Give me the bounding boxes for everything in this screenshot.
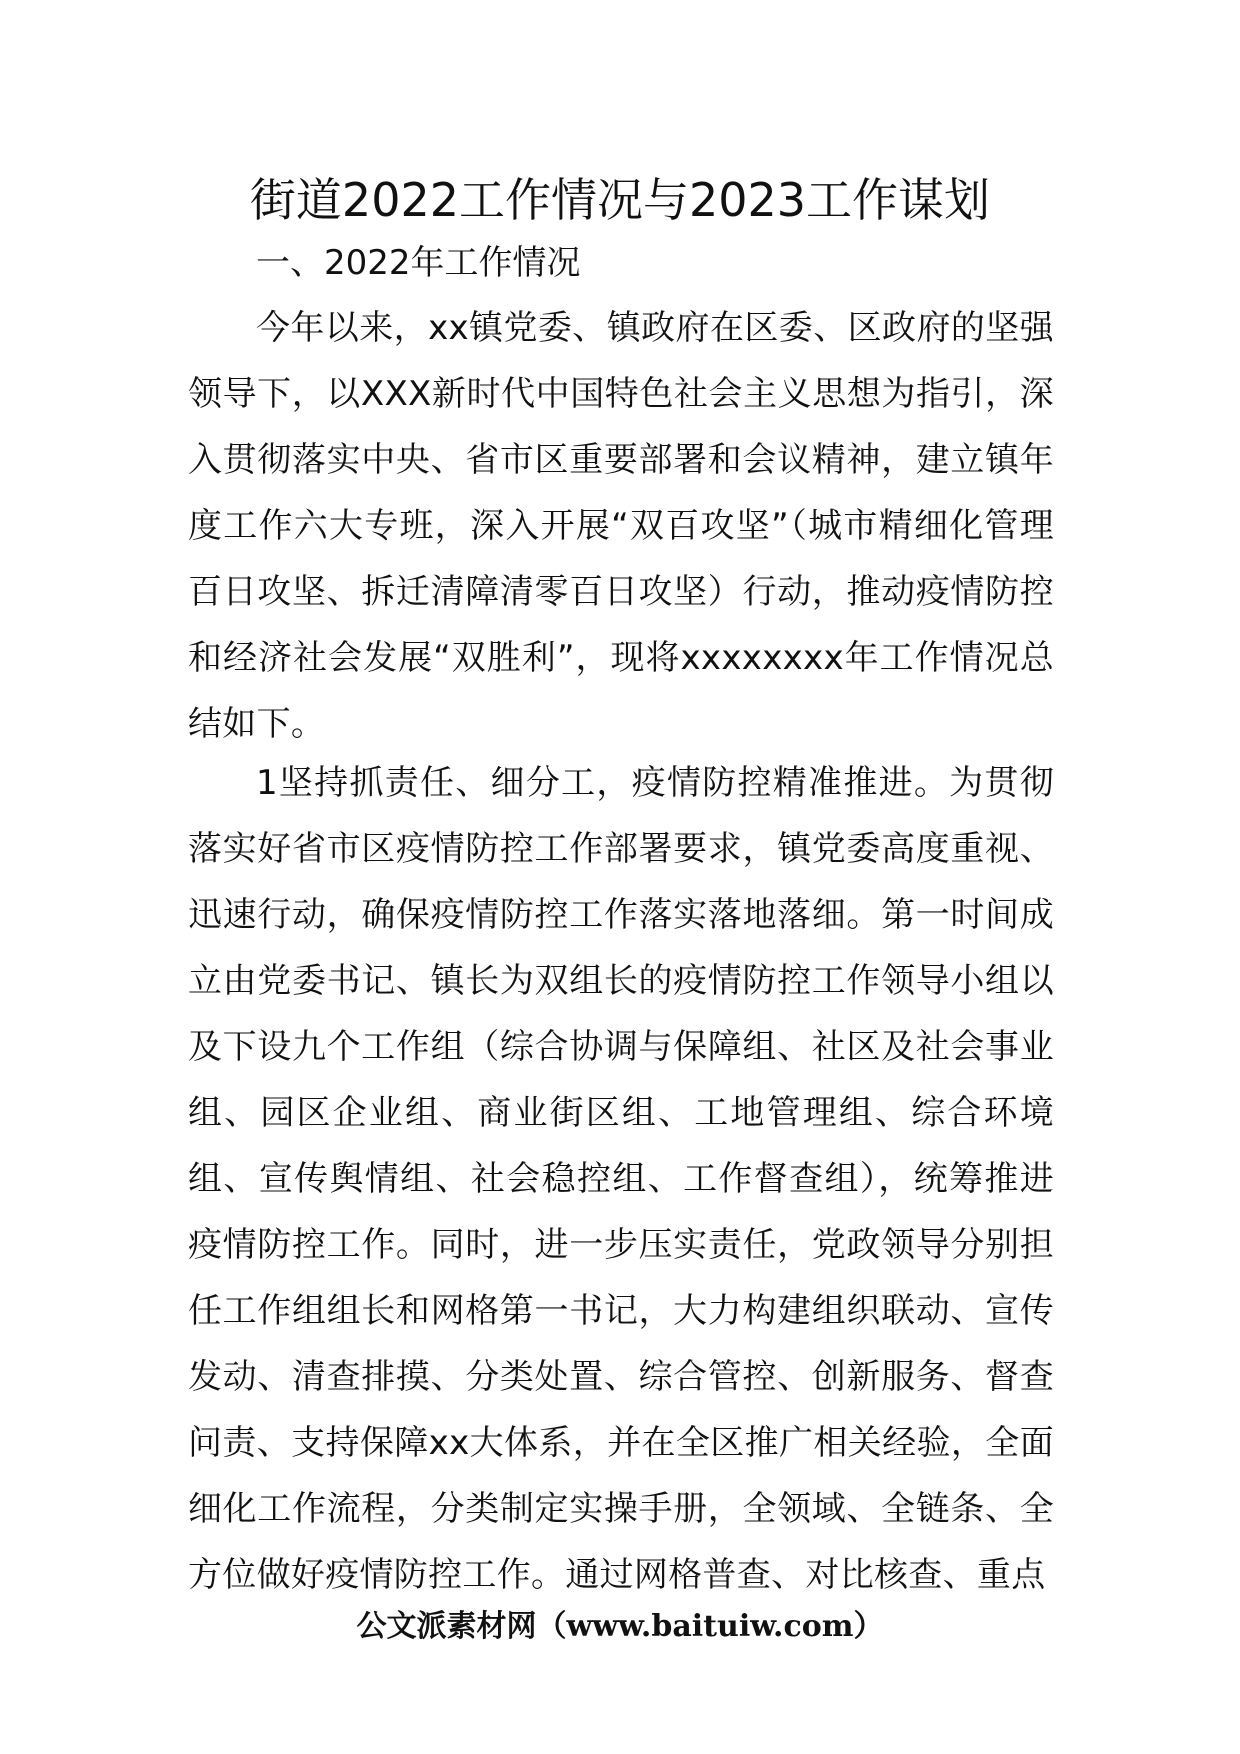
body-paragraph-2: 1坚持抓责任、细分工，疫情防控精准推进。为贯彻落实好省市区疫情防控工作部署要求，镇党委高度重视、迅速行动，确保疫情防控工作落实落地落细。第一时间成立由党委书记、镇长为双组长的疫情防控工作领导小组以及下设九个工作组（综合协调与保障组、社区及社会事业组、园区企业组、商业街区组、工地管理组、综合环境组、宣传舆情组、社会稳控组、工作督查组），统筹推进疫情防控工作。同时，进一步压实责任，党政领导分别担任工作组组长和网格第一书记，大力构建组织联动、宣传发动、清查排摸、分类处置、综合管控、创新服务、督查问责、支持保障xx大体系，并在全区推广相关经验，全面细化工作流程，分类制定实操手册，全领域、全链条、全方位做好疫情防控工作。通过网格普查、对比核查、重点: [188, 763, 1054, 1595]
section-heading: 一、2022年工作情况: [256, 243, 581, 283]
document-title: 街道2022工作情况与2023工作谋划: [249, 173, 991, 227]
source-watermark-footer: 公文派素材网（www.baituiw.com）: [356, 1609, 884, 1644]
body-paragraph-1: 今年以来，xx镇党委、镇政府在区委、区政府的坚强领导下，以XXX新时代中国特色社会主义思想为指引，深入贯彻落实中央、省市区重要部署和会议精神，建立镇年度工作六大专班，深入开展“双百攻坚”（城市精细化管理百日攻坚、拆迁清障清零百日攻坚）行动，推动疫情防控和经济社会发展“双胜利”，现将xxxxxxxx年工作情况总结如下。: [188, 308, 1054, 744]
